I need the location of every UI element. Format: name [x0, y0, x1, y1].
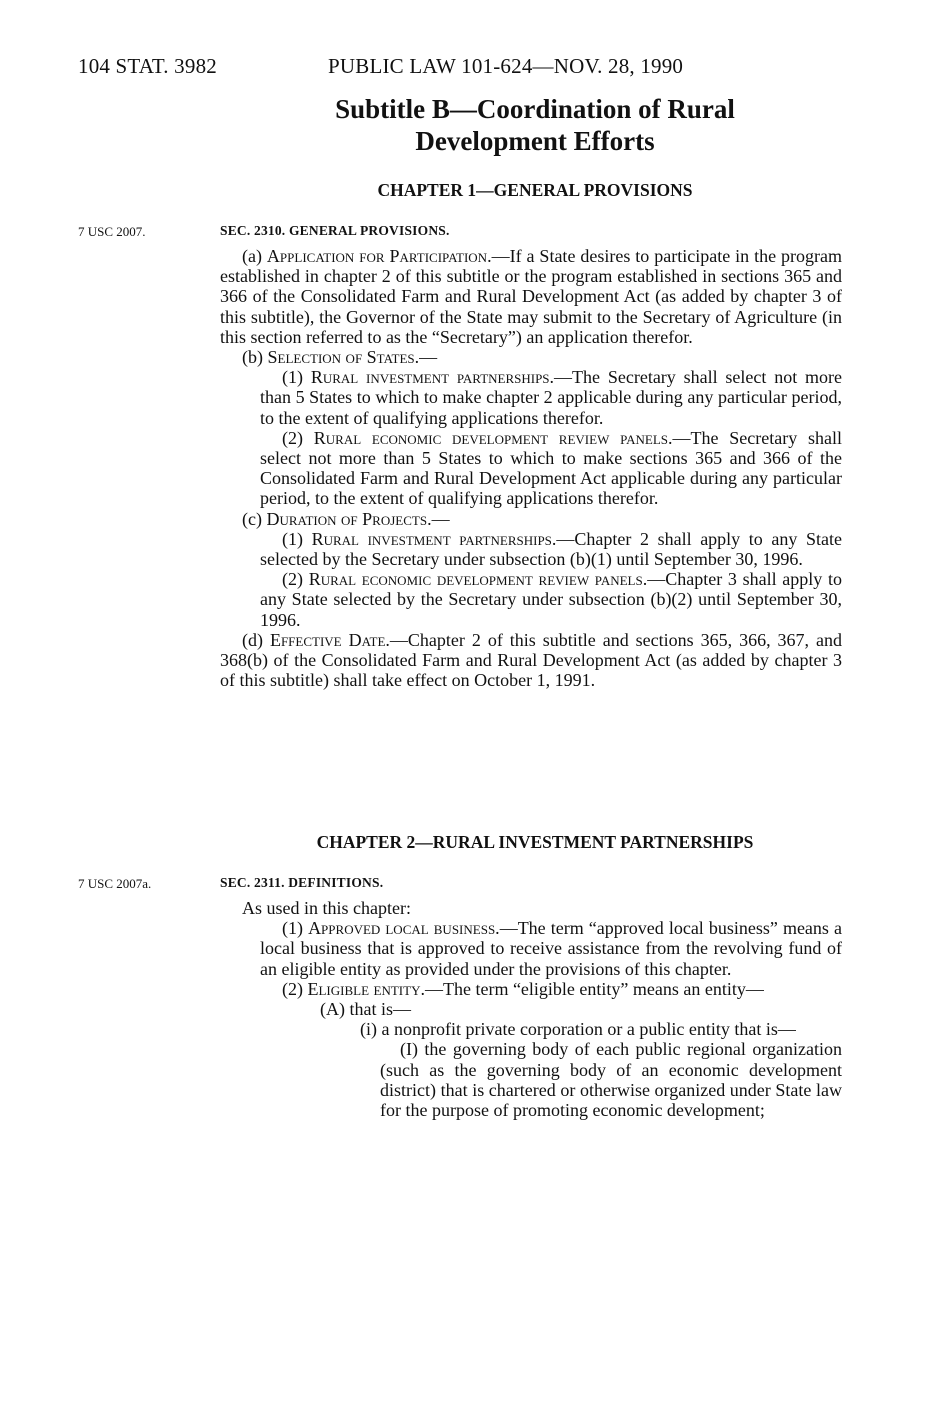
clause-I: (I) the governing body of each public regional organization (such as the governing body of an economic development district) that is chartered or otherwise organized under State law for the purpose of promoting economic development; — [380, 1039, 842, 1121]
clause-i: (i) a nonprofit private corporation or a public entity that is— — [360, 1019, 796, 1040]
paragraph-label: (1) — [282, 918, 309, 939]
subsection-c-paragraph-2 — [260, 569, 842, 630]
subsection-d-label: (d) — [242, 629, 270, 650]
subtitle-line-2: Development Efforts — [415, 126, 655, 156]
section-2310-heading: SEC. 2310. GENERAL PROVISIONS. — [220, 223, 450, 238]
paragraph-caption: Rural investment partnerships. — [311, 528, 557, 549]
subsection-d — [220, 630, 842, 691]
paragraph-text: —The Secretary shall select not more than 5 States to which to make chapter 2 applicable during any particular period, to the extent of qualifying applications therefor. — [260, 367, 842, 428]
subsection-b-paragraph-1 — [260, 367, 842, 428]
paragraph-label: (1) — [282, 367, 311, 388]
paragraph-text: —Chapter 2 shall apply to any State selected by the Secretary under subsection (b)(1) until September 30, 1996. — [260, 528, 842, 570]
paragraph-caption: Eligible entity. — [307, 978, 425, 999]
subsection-c-dash: — — [431, 508, 450, 529]
subsection-a — [220, 246, 842, 347]
subsection-d-text: —Chapter 2 of this subtitle and sections 365, 366, 367, and 368(b) of the Consolidated Farm and Rural Development Act (as added by chapter 3 of this subtitle) shall take effect on October 1, 1991. — [220, 629, 842, 691]
subsection-a-caption: Application for Participation. — [266, 246, 492, 266]
running-header — [78, 54, 878, 84]
paragraph-caption: Rural economic development review panels. — [308, 569, 648, 590]
subsection-c — [220, 509, 842, 529]
paragraph-caption: Approved local business. — [308, 918, 500, 939]
section-2311-heading: SEC. 2311. DEFINITIONS. — [220, 875, 384, 890]
paragraph-text: —The Secretary shall select not more than 5 States to which to make sections 365 and 366 of the Consolidated Farm and Rural Development Act applicable during any particular period, to the extent of qualifying applications therefor. — [260, 427, 842, 509]
paragraph-text: —The term “eligible entity” means an entity— — [424, 978, 764, 999]
subsection-b — [220, 347, 842, 367]
paragraph-text: —The term “approved local business” means a local business that is approved to receive assistance from the revolving fund of an eligible entity as provided under the provisions of this chapter. — [260, 918, 842, 979]
clause-A: (A) that is— — [320, 999, 411, 1020]
section-2310-body — [220, 246, 842, 690]
subtitle-heading — [250, 93, 820, 157]
subsection-b-dash: — — [419, 347, 438, 368]
definition-2 — [260, 979, 842, 999]
public-law-citation: PUBLIC LAW 101-624—NOV. 28, 1990 — [328, 54, 684, 78]
subsection-c-paragraph-1 — [260, 529, 842, 569]
subsection-c-label: (c) — [242, 508, 267, 529]
paragraph-text: —Chapter 3 shall apply to any State selected by the Secretary under subsection (b)(2) until September 30, 1996. — [260, 569, 842, 630]
subsection-b-label: (b) — [242, 347, 268, 368]
margin-note-usc-2007a: 7 USC 2007a. — [78, 876, 152, 891]
chapter-2-heading: CHAPTER 2—RURAL INVESTMENT PARTNERSHIPS — [316, 832, 754, 852]
subtitle-line-1: Subtitle B—Coordination of Rural — [335, 94, 735, 124]
chapter-1-heading: CHAPTER 1—GENERAL PROVISIONS — [377, 180, 693, 200]
paragraph-caption: Rural investment partnerships. — [310, 367, 555, 388]
subsection-d-caption: Effective Date. — [269, 629, 390, 650]
subsection-c-caption: Duration of Projects. — [266, 508, 432, 529]
paragraph-label: (2) — [282, 569, 309, 590]
subsection-a-text: —If a State desires to participate in the program established in chapter 2 of this subtitle or the program established in sections 365 and 366 of the Consolidated Farm and Rural Development Act (as added by chapter 3 of this subtitle), the Governor of the State may submit to the Secretary of Agriculture (in this section referred to as the “Secretary”) an application therefor. — [220, 246, 842, 347]
paragraph-label: (2) — [282, 427, 314, 448]
paragraph-caption: Rural economic development review panels. — [313, 427, 673, 448]
margin-note-usc-2007: 7 USC 2007. — [78, 224, 146, 239]
paragraph-label: (1) — [282, 528, 312, 549]
paragraph-label: (2) — [282, 978, 308, 999]
subsection-b-caption: Selection of States. — [267, 347, 420, 368]
subsection-a-label: (a) — [242, 246, 267, 266]
statute-page-number: 104 STAT. 3982 — [78, 54, 217, 78]
definition-1 — [260, 918, 842, 979]
subsection-b-paragraph-2 — [260, 428, 842, 509]
definitions-intro: As used in this chapter: — [242, 898, 411, 918]
section-2311-body — [220, 898, 842, 1120]
